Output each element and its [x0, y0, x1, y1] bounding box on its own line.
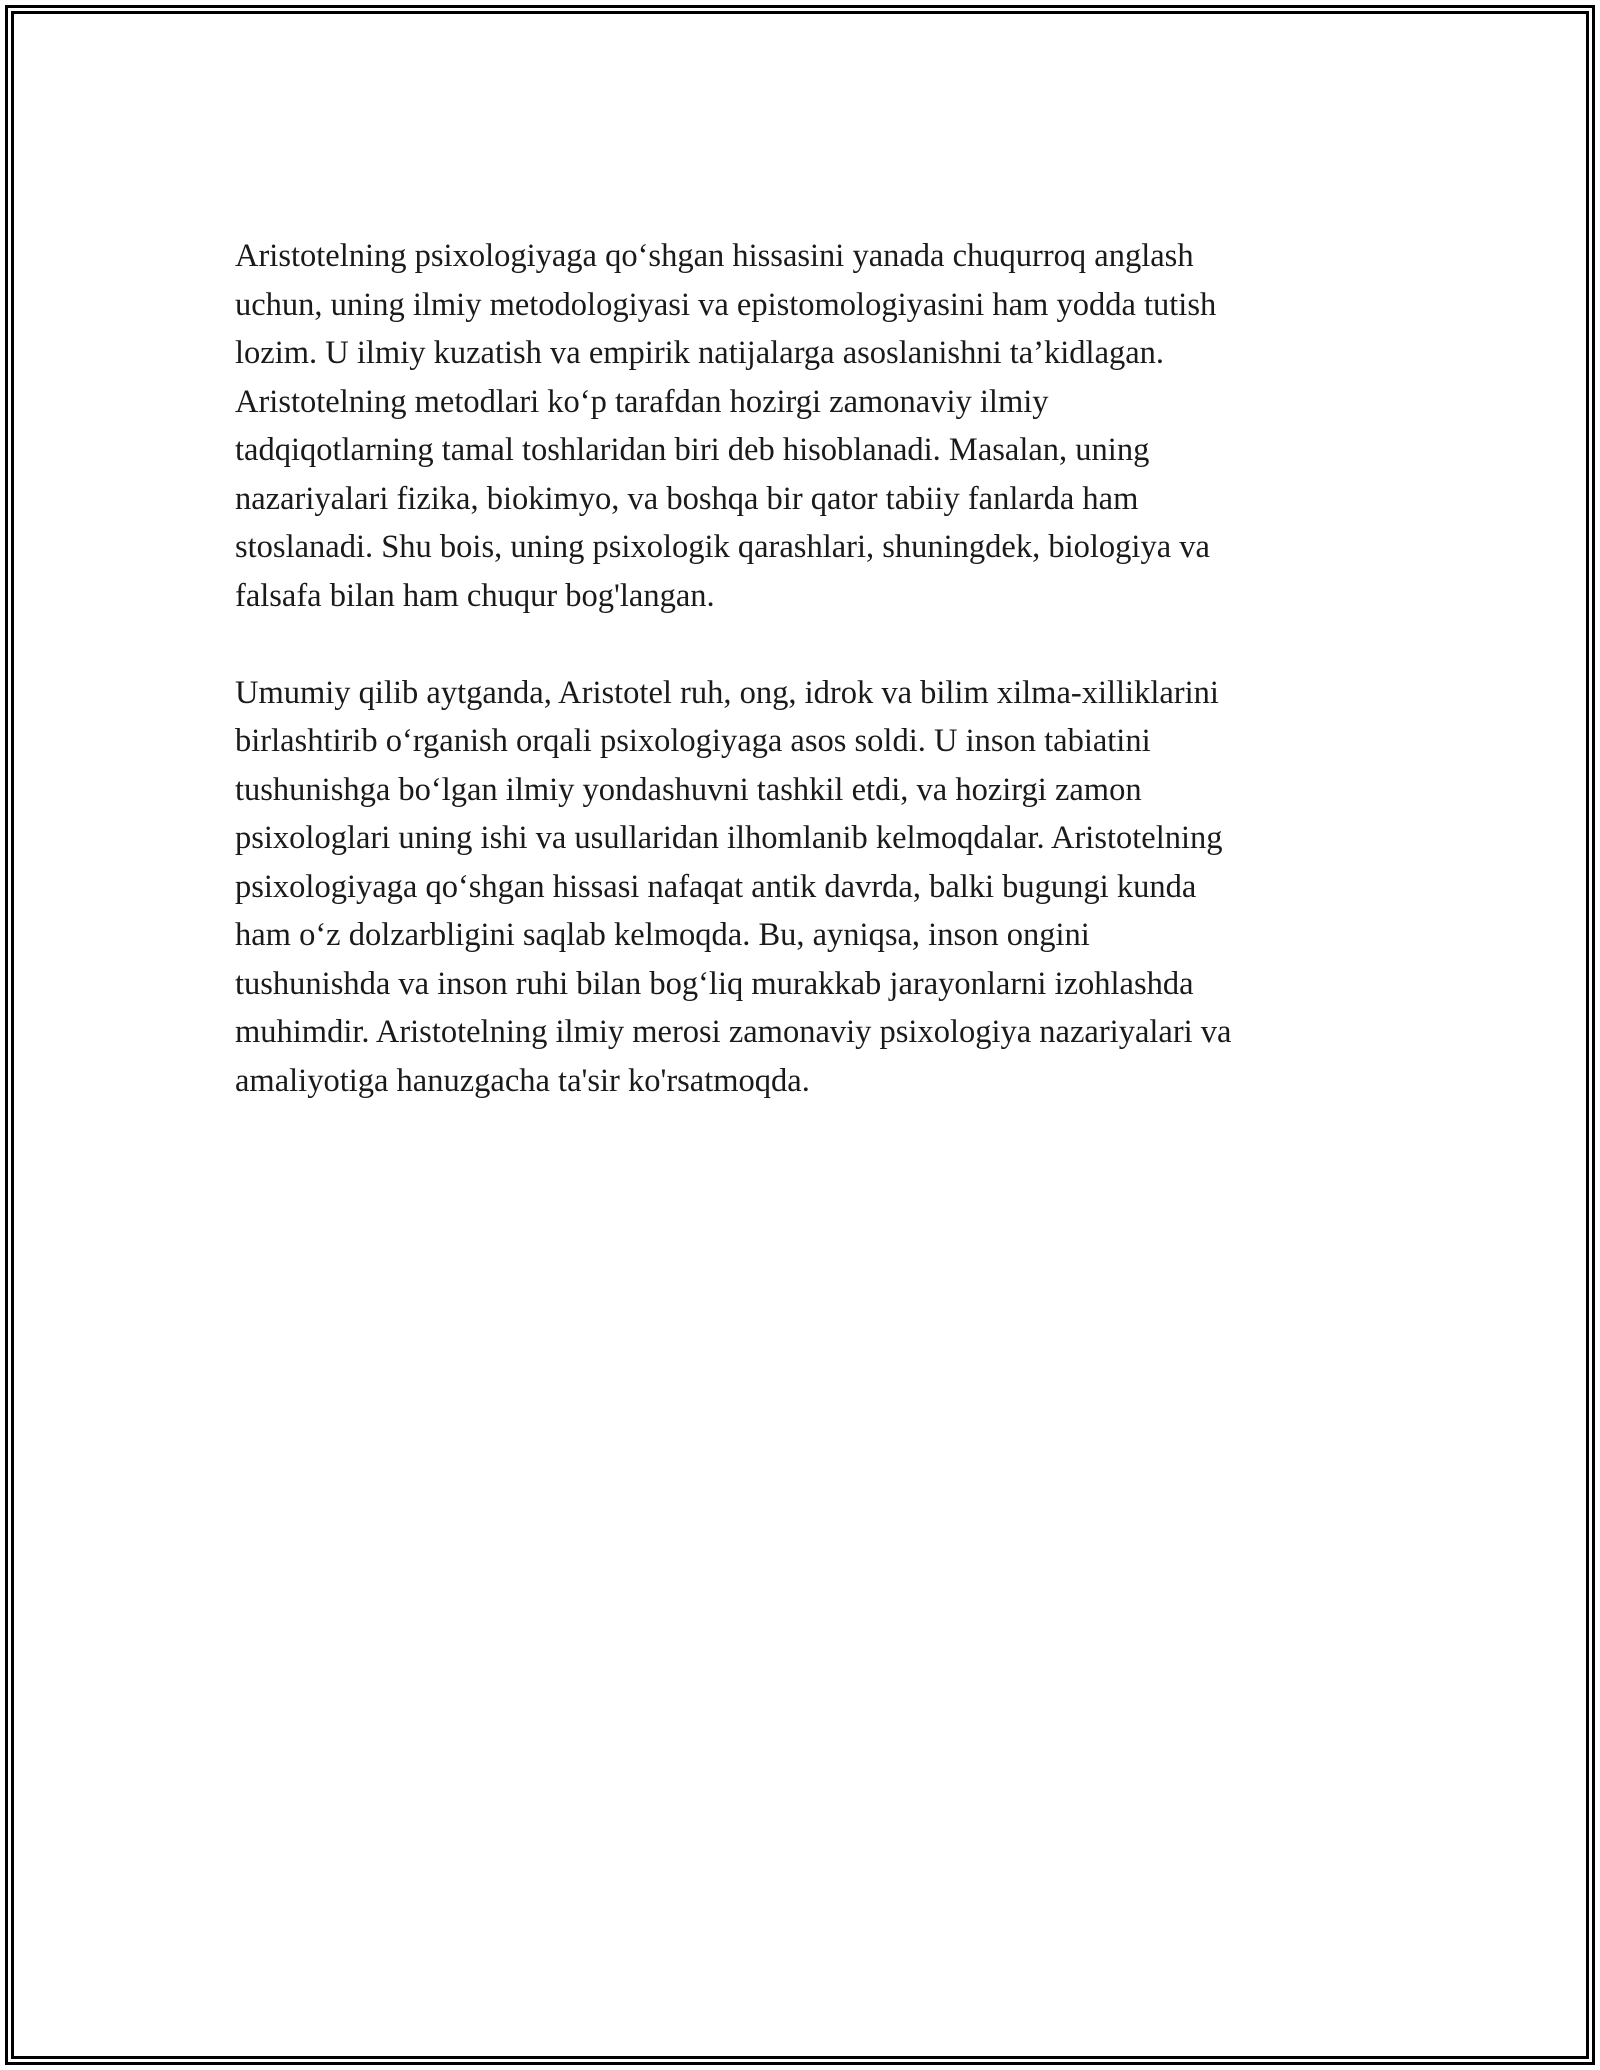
- document-body: [235, 232, 1395, 1105]
- paragraph-1: [235, 232, 1395, 620]
- text-line: Aristotelning metodlari ko‘p tarafdan hozirgi zamonaviy ilmiy: [235, 383, 1049, 420]
- text-line: falsafa bilan ham chuqur bog'langan.: [235, 577, 715, 614]
- text-line: Umumiy qilib aytganda, Aristotel ruh, ong, idrok va bilim xilma-xilliklarini: [235, 674, 1219, 711]
- text-line: stoslanadi. Shu bois, uning psixologik qarashlari, shuningdek, biologiya va: [235, 529, 1210, 565]
- text-line: Aristotelning psixologiyaga qo‘shgan hissasini yanada chuqurroq anglash: [235, 238, 1194, 274]
- text-line: amaliyotiga hanuzgacha ta'sir ko'rsatmoqda.: [235, 1062, 810, 1099]
- text-line: psixologlari uning ishi va usullaridan ilhomlanib kelmoqdalar. Aristotelning: [235, 820, 1223, 856]
- text-line: birlashtirib o‘rganish orqali psixologiyaga asos soldi. U inson tabiatini: [235, 723, 1151, 759]
- text-line: tushunishga bo‘lgan ilmiy yondashuvni tashkil etdi, va hozirgi zamon: [235, 771, 1142, 808]
- text-line: tushunishda va inson ruhi bilan bog‘liq murakkab jarayonlarni izohlashda: [235, 965, 1194, 1002]
- text-line: nazariyalari fizika, biokimyo, va boshqa bir qator tabiiy fanlarda ham: [235, 480, 1139, 517]
- text-line: ham o‘z dolzarbligini saqlab kelmoqda. Bu, ayniqsa, inson ongini: [235, 917, 1090, 953]
- text-line: uchun, uning ilmiy metodologiyasi va epistomologiyasini ham yodda tutish: [235, 286, 1217, 323]
- paragraph-2: [235, 669, 1395, 1106]
- paragraph-spacer: [235, 620, 1395, 669]
- text-line: muhimdir. Aristotelning ilmiy merosi zamonaviy psixologiya nazariyalari va: [235, 1014, 1232, 1050]
- text-line: lozim. U ilmiy kuzatish va empirik natijalarga asoslanishni ta’kidlagan.: [235, 335, 1165, 371]
- text-line: psixologiyaga qo‘shgan hissasi nafaqat antik davrda, balki bugungi kunda: [235, 868, 1197, 905]
- text-line: tadqiqotlarning tamal toshlaridan biri deb hisoblanadi. Masalan, uning: [235, 432, 1150, 468]
